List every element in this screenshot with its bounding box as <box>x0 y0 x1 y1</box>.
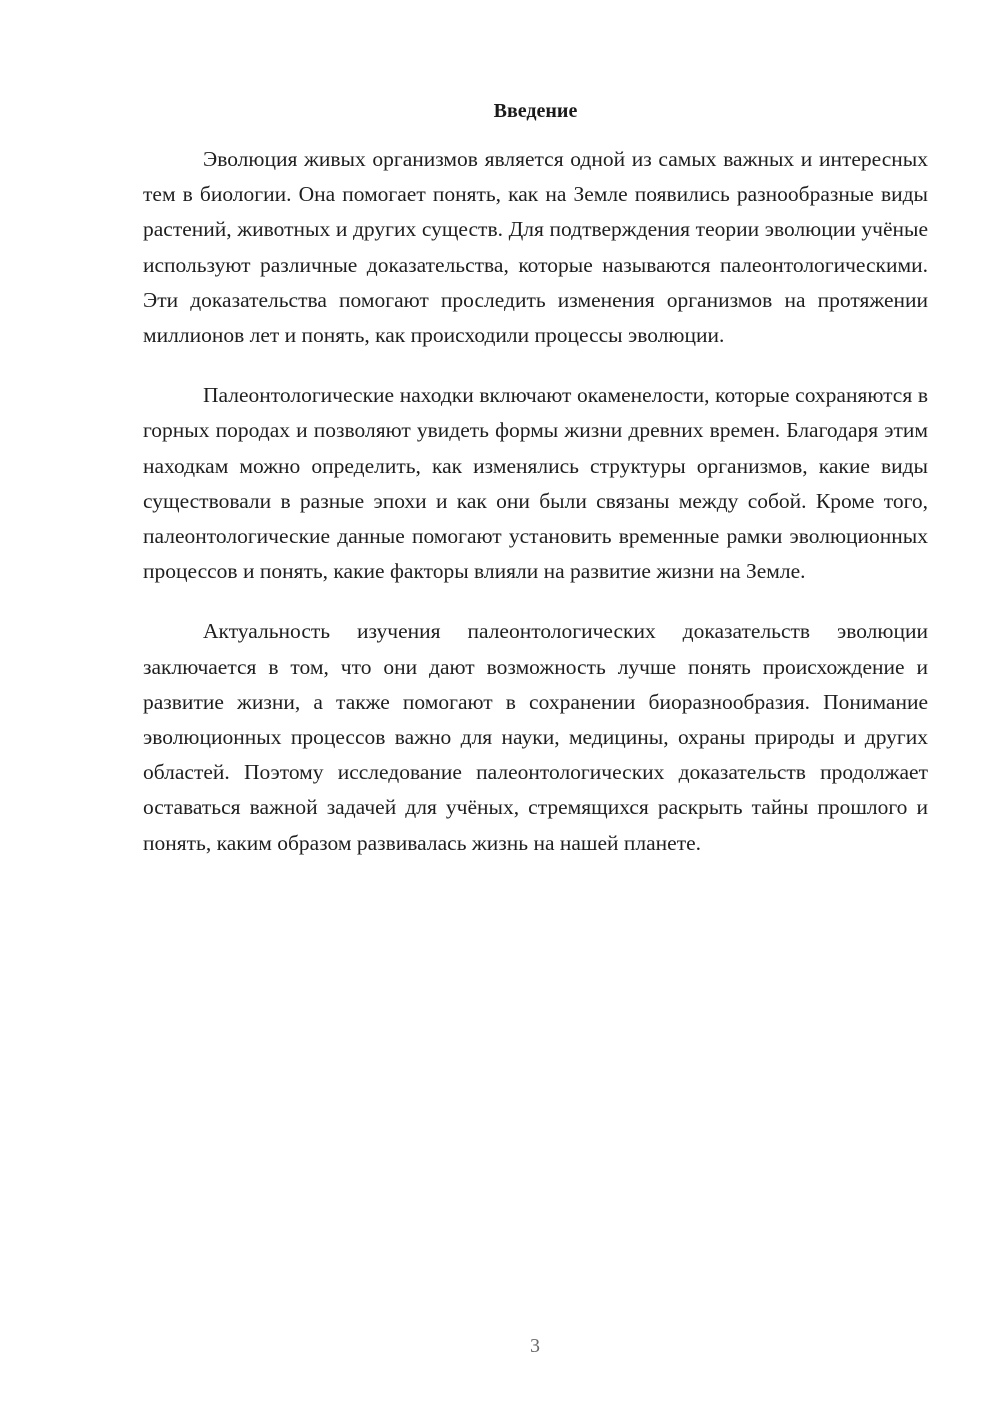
paragraph-1: Эволюция живых организмов является одной из самых важных и интересных тем в биологии. Она помогает понять, как на Земле появились разнообразные виды растений, животных и других существ. Для подтверждения теории эволюции учёные используют различные доказательства, которые называются палеонтологическими. Эти доказательства помогают проследить изменения организмов на протяжении миллионов лет и понять, как происходили процессы эволюции. <box>143 147 928 348</box>
section-heading: Введение <box>493 100 578 122</box>
page-number: 3 <box>530 1335 540 1357</box>
paragraph-2: Палеонтологические находки включают окаменелости, которые сохраняются в горных породах и позволяют увидеть формы жизни древних времен. Благодаря этим находкам можно определить, как изменялись структуры организмов, какие виды существовали в разные эпохи и как они были связаны между собой. Кроме того, палеонтологические данные помогают установить временные рамки эволюционных процессов и понять, какие факторы влияли на развитие жизни на Земле. <box>143 383 928 584</box>
paragraph-3: Актуальность изучения палеонтологических доказательств эволюции заключается в том, что они дают возможность лучше понять происхождение и развитие жизни, а также помогают в сохранении биоразнообразия. Понимание эволюционных процессов важно для науки, медицины, охраны природы и других областей. Поэтому исследование палеонтологических доказательств продолжает оставаться важной задачей для учёных, стремящихся раскрыть тайны прошлого и понять, каким образом развивалась жизнь на нашей планете. <box>143 619 928 855</box>
body-text <box>143 142 928 886</box>
